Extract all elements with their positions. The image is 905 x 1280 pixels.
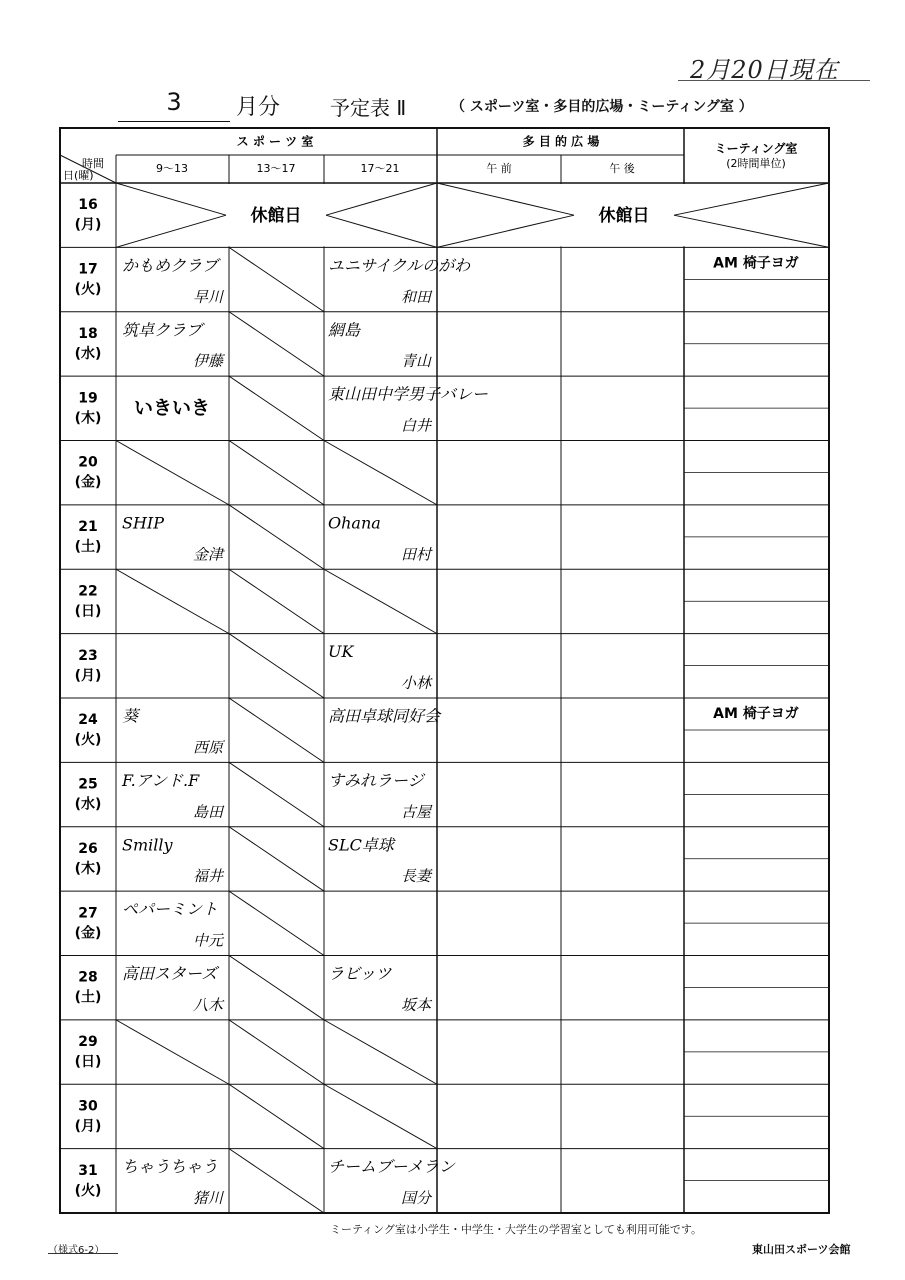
row-day: 31 bbox=[78, 1162, 98, 1179]
row-weekday: (土) bbox=[74, 539, 102, 556]
row-day: 28 bbox=[78, 969, 98, 986]
page-title: 予定表 Ⅱ bbox=[330, 96, 407, 120]
slot-slash bbox=[229, 698, 324, 762]
booking-name: SLC卓球 bbox=[328, 835, 394, 855]
month-suffix: 月分 bbox=[236, 95, 281, 120]
booking-name: Ohana bbox=[328, 513, 381, 533]
slot-slash bbox=[116, 569, 229, 633]
row-weekday: (月) bbox=[74, 1118, 102, 1135]
booking-name: UK bbox=[328, 642, 354, 662]
booking-owner: 金津 bbox=[192, 545, 223, 564]
header-sports-room: ス ポ ー ツ 室 bbox=[236, 134, 314, 149]
slot-slash bbox=[324, 569, 437, 633]
row-day: 29 bbox=[78, 1034, 98, 1051]
row-day: 30 bbox=[78, 1098, 98, 1115]
booking-owner: 島田 bbox=[192, 802, 223, 821]
slot-slash bbox=[116, 441, 229, 505]
corner-day-label: 日(曜) bbox=[63, 169, 94, 182]
row-weekday: (金) bbox=[74, 474, 102, 491]
row-weekday: (木) bbox=[74, 410, 102, 427]
month-number: 3 bbox=[166, 88, 182, 116]
footnote: ミーティング室は小学生・中学生・大学生の学習室としても利用可能です。 bbox=[330, 1223, 703, 1236]
booking-owner: 猪川 bbox=[192, 1189, 223, 1207]
row-weekday: (火) bbox=[74, 732, 102, 749]
row-weekday: (日) bbox=[74, 1054, 102, 1071]
row-weekday: (金) bbox=[74, 925, 102, 942]
booking-owner: 白井 bbox=[400, 416, 431, 435]
row-weekday: (日) bbox=[74, 603, 102, 620]
booking-owner: 和田 bbox=[400, 287, 431, 306]
page-subtitle: （ スポーツ室・多目的広場・ミーティング室 ） bbox=[451, 99, 753, 115]
booking-owner: 伊藤 bbox=[192, 352, 223, 371]
booking-name: いきいき bbox=[133, 396, 211, 419]
closed-label-field: 休館日 bbox=[598, 206, 650, 227]
booking-name: ペパーミント bbox=[122, 899, 219, 919]
row-weekday: (月) bbox=[74, 217, 102, 234]
slot-header: 13～17 bbox=[256, 162, 296, 175]
form-code-underline bbox=[48, 1253, 118, 1254]
form-code: （様式6-2） bbox=[48, 1245, 105, 1256]
slot-slash bbox=[324, 441, 437, 505]
booking-name: Smilly bbox=[122, 835, 173, 855]
slot-slash bbox=[229, 569, 324, 633]
booking-owner: 中元 bbox=[192, 931, 223, 950]
row-day: 16 bbox=[78, 197, 98, 214]
booking-owner: 長妻 bbox=[400, 867, 431, 886]
row-day: 27 bbox=[78, 905, 98, 922]
date-stamp: 2月20日現在 bbox=[690, 56, 839, 84]
row-day: 18 bbox=[78, 325, 98, 342]
slot-header: 午 後 bbox=[609, 162, 635, 175]
slot-slash bbox=[229, 956, 324, 1020]
row-day: 21 bbox=[78, 519, 98, 536]
booking-name: 筑卓クラブ bbox=[122, 320, 203, 340]
row-day: 26 bbox=[78, 840, 98, 857]
slot-slash bbox=[229, 1020, 324, 1084]
booking-owner: 西原 bbox=[192, 738, 223, 757]
row-day: 17 bbox=[78, 261, 98, 278]
slot-header: 午 前 bbox=[486, 162, 512, 175]
booking-owner: 八木 bbox=[192, 995, 223, 1014]
booking-name: 葵 bbox=[122, 706, 139, 726]
header-meeting-room: ミーティング室 bbox=[714, 141, 798, 156]
slot-slash bbox=[229, 1084, 324, 1148]
booking-name: 高田卓球同好会 bbox=[328, 706, 441, 726]
slot-header: 9～13 bbox=[156, 162, 188, 175]
meeting-booking: AM 椅子ヨガ bbox=[713, 255, 799, 272]
slot-header: 17～21 bbox=[360, 162, 400, 175]
row-weekday: (火) bbox=[74, 281, 102, 298]
slot-slash bbox=[229, 891, 324, 955]
organization-name: 東山田スポーツ会館 bbox=[752, 1243, 851, 1256]
row-day: 24 bbox=[78, 712, 98, 729]
booking-owner: 早川 bbox=[192, 287, 223, 306]
row-day: 19 bbox=[78, 390, 98, 407]
slot-slash bbox=[229, 1149, 324, 1213]
slot-slash bbox=[229, 441, 324, 505]
booking-owner: 坂本 bbox=[400, 995, 431, 1014]
booking-owner: 田村 bbox=[400, 545, 431, 564]
slot-slash bbox=[229, 762, 324, 826]
row-weekday: (木) bbox=[74, 860, 102, 877]
booking-name: 高田スターズ bbox=[122, 964, 218, 983]
booking-name: ユニサイクルのがわ bbox=[328, 255, 471, 275]
booking-name: 網島 bbox=[328, 320, 361, 340]
slot-slash bbox=[229, 376, 324, 440]
slot-slash bbox=[229, 634, 324, 698]
booking-name: ちゃうちゃう bbox=[122, 1157, 219, 1177]
row-weekday: (火) bbox=[74, 1182, 102, 1199]
row-day: 25 bbox=[78, 776, 98, 793]
slot-slash bbox=[324, 1084, 437, 1148]
row-weekday: (水) bbox=[74, 796, 102, 813]
booking-name: F.アンド.F bbox=[122, 770, 200, 790]
booking-name: かもめクラブ bbox=[122, 255, 219, 275]
booking-owner: 小林 bbox=[400, 674, 431, 692]
slot-slash bbox=[324, 1020, 437, 1084]
row-weekday: (土) bbox=[74, 989, 102, 1006]
header-multipurpose-field: 多 目 的 広 場 bbox=[522, 134, 600, 149]
booking-owner: 古屋 bbox=[400, 802, 431, 821]
booking-name: 東山田中学男子バレー bbox=[328, 384, 489, 404]
booking-owner: 青山 bbox=[400, 352, 431, 371]
corner-time-label: 時間 bbox=[82, 157, 104, 170]
booking-name: チームブーメラン bbox=[328, 1157, 455, 1177]
slot-slash bbox=[116, 1020, 229, 1084]
row-day: 20 bbox=[78, 454, 98, 471]
slot-slash bbox=[229, 505, 324, 569]
table-border bbox=[60, 128, 829, 1213]
row-weekday: (水) bbox=[74, 345, 102, 362]
closed-label-sports: 休館日 bbox=[250, 206, 302, 227]
booking-owner: 国分 bbox=[400, 1189, 431, 1207]
booking-owner: 福井 bbox=[192, 867, 223, 886]
row-weekday: (月) bbox=[74, 667, 102, 684]
booking-name: SHIP bbox=[122, 513, 164, 533]
booking-name: すみれラージ bbox=[328, 770, 424, 790]
slot-slash bbox=[229, 247, 324, 311]
slot-slash bbox=[229, 312, 324, 376]
row-day: 23 bbox=[78, 647, 98, 664]
slot-slash bbox=[229, 827, 324, 891]
header-meeting-unit: (2時間単位) bbox=[726, 157, 786, 170]
row-day: 22 bbox=[78, 583, 98, 600]
booking-name: ラビッツ bbox=[328, 964, 392, 983]
meeting-booking: AM 椅子ヨガ bbox=[713, 706, 799, 722]
